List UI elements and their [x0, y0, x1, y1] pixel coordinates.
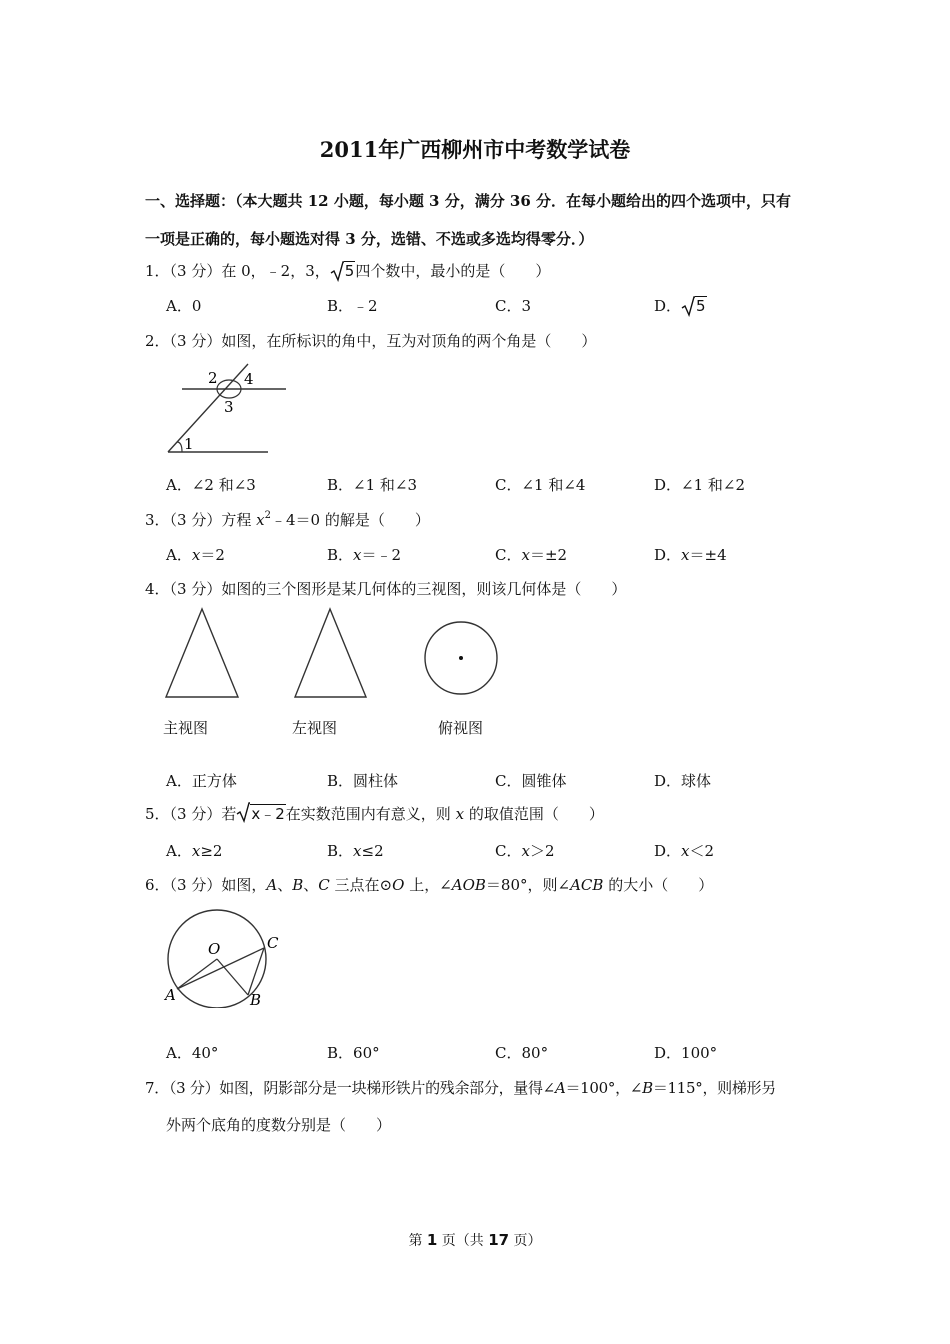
option-label: B．: [327, 476, 354, 494]
option-d[interactable]: [654, 474, 745, 495]
option-b[interactable]: [327, 295, 378, 316]
option-d[interactable]: [654, 1042, 717, 1063]
question-5: [145, 803, 604, 824]
question-text: 方程: [221, 511, 257, 529]
variable: x: [521, 842, 530, 860]
footer-text: 第: [408, 1233, 427, 1249]
question-number: 4．: [145, 580, 170, 598]
question-score: （3 分）: [168, 1079, 220, 1097]
variable: x: [521, 546, 530, 564]
question-number: 1．: [145, 262, 170, 280]
option-c[interactable]: [495, 474, 585, 495]
point-a: A: [266, 876, 278, 894]
variable: x: [353, 546, 362, 564]
angle-label-1: 1: [184, 435, 194, 453]
sqrt-expression: [330, 262, 356, 280]
question-score: （3 分）: [169, 332, 222, 350]
question-text: 如图，: [221, 876, 267, 894]
question-text: 上，∠: [404, 876, 452, 894]
option-a[interactable]: [166, 544, 225, 565]
option-c[interactable]: [495, 770, 567, 791]
angle-a: A: [554, 1079, 566, 1097]
section-header-line2: 一项是正确的，每小题选对得 3 分，选错、不选或多选均得零分．）: [145, 230, 594, 248]
angle-b: B: [642, 1079, 653, 1097]
question-7-line2: 外两个底角的度数分别是（ ）: [166, 1116, 392, 1134]
label-c: C: [267, 934, 279, 952]
variable: x: [256, 511, 265, 529]
option-a[interactable]: [166, 474, 256, 495]
question-text: ＝100°，∠: [565, 1079, 643, 1097]
option-label: B．: [327, 842, 354, 860]
option-b[interactable]: [327, 770, 398, 791]
question-text: 如图的三个图形是某几何体的三视图，则该几何体是（ ）: [221, 580, 627, 598]
label-a: A: [165, 986, 176, 1004]
option-text: 3: [521, 297, 532, 315]
total-page-count: 17: [488, 1231, 510, 1249]
question-number: 6．: [145, 876, 170, 894]
separator: 、: [277, 876, 293, 894]
option-d[interactable]: [654, 840, 714, 861]
option-label: A．: [166, 546, 192, 564]
option-b[interactable]: [327, 840, 384, 861]
option-label: C．: [495, 476, 522, 494]
option-label: A．: [166, 1044, 192, 1062]
circle-center: O: [392, 876, 405, 894]
angle-acb: ACB: [570, 876, 604, 894]
option-a[interactable]: [166, 295, 201, 316]
option-text: ≥2: [200, 842, 223, 860]
question-score: （3 分）: [169, 805, 222, 823]
option-d[interactable]: [654, 770, 711, 791]
option-label: A．: [166, 476, 192, 494]
angle-label-2: 2: [208, 369, 218, 387]
option-text: 100°: [681, 1044, 718, 1062]
option-label: B．: [327, 546, 354, 564]
question-number: 2．: [145, 332, 170, 350]
angle-label-4: 4: [244, 370, 254, 388]
footer-text: 页）: [509, 1233, 542, 1249]
option-text: ∠1 和∠2: [681, 476, 746, 494]
side-view-caption: 左视图: [292, 719, 338, 737]
option-c[interactable]: [495, 295, 531, 316]
option-label: D．: [654, 476, 682, 494]
option-a[interactable]: [166, 1042, 218, 1063]
question-text: 三点在⊙: [329, 876, 393, 894]
option-text: ＝±2: [529, 546, 568, 564]
option-text: ∠1 和∠3: [353, 476, 418, 494]
option-label: D．: [654, 1044, 682, 1062]
option-text: 圆锥体: [521, 772, 567, 790]
question-score: （3 分）: [169, 511, 222, 529]
option-label: D．: [654, 546, 682, 564]
question-text: ＝115°，则梯形另: [652, 1079, 776, 1097]
angles-figure: [160, 362, 295, 458]
option-label: C．: [495, 546, 522, 564]
option-label: D．: [654, 772, 682, 790]
option-c[interactable]: [495, 544, 567, 565]
option-text: ∠1 和∠4: [521, 476, 586, 494]
label-b: B: [250, 991, 262, 1008]
question-text-end: 四个数中，最小的是（ ）: [355, 262, 551, 280]
angle-aob: AOB: [451, 876, 486, 894]
variable: x: [191, 546, 201, 564]
sqrt-expression: [236, 803, 285, 824]
question-1: [145, 260, 550, 281]
option-label: C．: [495, 297, 522, 315]
current-page-number: 1: [426, 1231, 438, 1249]
option-c[interactable]: [495, 1042, 548, 1063]
variable: x: [681, 546, 690, 564]
option-label: B．: [327, 297, 354, 315]
question-6: [145, 874, 713, 895]
question-2: [145, 330, 596, 351]
option-b[interactable]: [327, 474, 417, 495]
question-text-end: 的取值范围（ ）: [464, 805, 604, 823]
option-a[interactable]: [166, 770, 237, 791]
question-text: 如图，在所标识的角中，互为对顶角的两个角是（ ）: [221, 332, 597, 350]
option-text: ＝﹣2: [361, 546, 402, 564]
option-text: 球体: [681, 772, 712, 790]
point-c: C: [318, 876, 330, 894]
question-text: 在 0，﹣2，3，: [221, 262, 330, 280]
option-label: B．: [327, 772, 354, 790]
option-a[interactable]: [166, 840, 222, 861]
footer-text: 页（共: [437, 1233, 489, 1249]
option-text: ﹣2: [353, 297, 378, 315]
option-text: 圆柱体: [353, 772, 399, 790]
variable: x: [353, 842, 362, 860]
side-view-triangle: [295, 609, 366, 697]
question-number: 3．: [145, 511, 170, 529]
option-b[interactable]: [327, 544, 401, 565]
question-score: （3 分）: [169, 876, 222, 894]
front-view-triangle: [166, 609, 238, 697]
option-text: 40°: [191, 1044, 219, 1062]
front-view-caption: 主视图: [163, 719, 209, 737]
option-label: A．: [166, 842, 192, 860]
question-text: 的大小（ ）: [603, 876, 714, 894]
three-views-figure: [160, 605, 505, 705]
option-label: A．: [166, 297, 192, 315]
point-b: B: [292, 876, 304, 894]
radicand: x﹣2: [251, 805, 285, 823]
option-label: D．: [654, 842, 682, 860]
option-label: C．: [495, 842, 522, 860]
option-b[interactable]: [327, 1042, 380, 1063]
option-label: D．: [654, 297, 682, 315]
option-label: C．: [495, 772, 522, 790]
option-text: ≤2: [361, 842, 384, 860]
label-o: O: [208, 940, 221, 958]
question-text: 如图，阴影部分是一块梯形铁片的残余部分，量得∠: [219, 1079, 555, 1097]
option-text: ∠2 和∠3: [191, 476, 256, 494]
sqrt-expression: [681, 297, 707, 315]
question-text: ＝80°，则∠: [485, 876, 571, 894]
option-text: 正方体: [191, 772, 237, 790]
variable: x: [455, 805, 465, 823]
section-header-line1: 一、选择题：（本大题共 12 小题，每小题 3 分，满分 36 分．在每小题给出的四个选项中，只有: [145, 192, 792, 210]
radicand: 5: [696, 297, 706, 315]
option-text: 80°: [521, 1044, 549, 1062]
option-c[interactable]: [495, 840, 555, 861]
question-4: [145, 578, 626, 599]
question-text-end: ﹣4＝0 的解是（ ）: [270, 511, 430, 529]
question-number: 7．: [145, 1079, 169, 1097]
radicand: 5: [344, 262, 355, 280]
option-text: ＝±4: [689, 546, 727, 564]
option-label: A．: [166, 772, 192, 790]
option-text: ＜2: [689, 842, 715, 860]
question-text: 若: [221, 805, 237, 823]
question-score: （3 分）: [169, 580, 222, 598]
variable: x: [681, 842, 690, 860]
variable: x: [191, 842, 201, 860]
option-label: C．: [495, 1044, 522, 1062]
page-footer: [0, 1230, 950, 1250]
question-text-mid: 在实数范围内有意义，则: [285, 805, 456, 823]
top-view-caption: 俯视图: [438, 719, 484, 737]
circle-figure: [160, 908, 285, 1008]
question-number: 5．: [145, 805, 170, 823]
option-label: B．: [327, 1044, 354, 1062]
option-d[interactable]: [654, 544, 727, 565]
question-3: [145, 509, 430, 530]
option-text: ＝2: [200, 546, 225, 564]
option-text: 0: [191, 297, 202, 315]
option-d[interactable]: [654, 295, 707, 316]
page-title: 2011年广西柳州市中考数学试卷: [319, 137, 631, 162]
exponent: 2: [264, 510, 271, 521]
option-text: ＞2: [529, 842, 555, 860]
option-text: 60°: [353, 1044, 380, 1062]
question-7: [145, 1077, 776, 1098]
separator: 、: [303, 876, 319, 894]
top-view-center-dot: [459, 656, 463, 660]
question-score: （3 分）: [169, 262, 222, 280]
angle-label-3: 3: [224, 398, 234, 416]
